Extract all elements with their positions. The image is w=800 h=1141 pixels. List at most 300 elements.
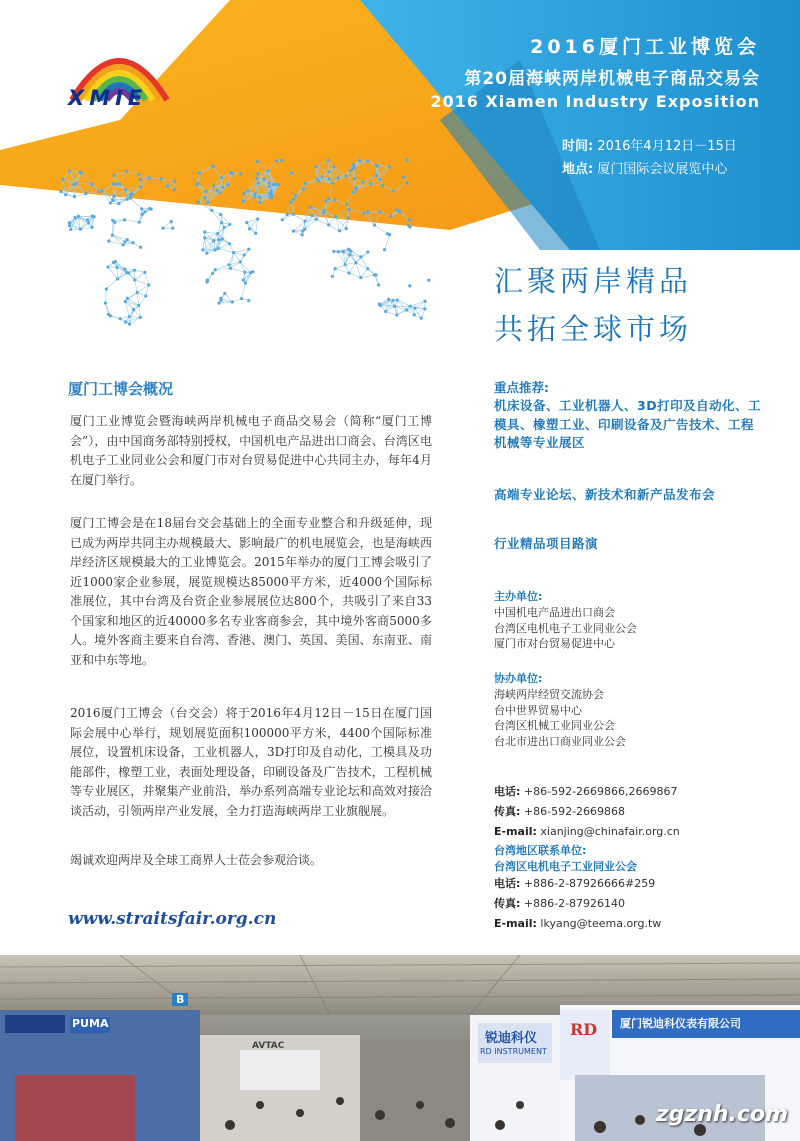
map-dot xyxy=(379,304,382,307)
map-dot xyxy=(124,300,127,303)
map-link xyxy=(229,253,234,265)
map-dot xyxy=(128,322,131,325)
map-dot xyxy=(232,251,235,254)
map-link xyxy=(149,178,161,179)
map-dot xyxy=(218,191,221,194)
map-dot xyxy=(147,283,150,286)
map-dot xyxy=(351,167,354,170)
map-dot xyxy=(280,159,283,162)
map-link xyxy=(380,167,390,179)
place-label: 地点: xyxy=(562,162,594,177)
map-dot xyxy=(86,218,89,221)
map-dot xyxy=(408,284,411,287)
map-dot xyxy=(79,228,82,231)
slogan-line-2: 共拓全球市场 xyxy=(494,312,693,346)
map-link xyxy=(203,238,205,250)
map-dot xyxy=(133,278,136,281)
map-dot xyxy=(408,305,411,308)
map-dot xyxy=(141,213,144,216)
map-link xyxy=(135,272,145,279)
map-dot xyxy=(228,242,231,245)
map-dot xyxy=(104,301,107,304)
map-dot xyxy=(84,192,87,195)
map-dot xyxy=(256,172,259,175)
map-dot xyxy=(377,283,380,286)
map-dot xyxy=(328,177,331,180)
organizer-item: 台湾区电机电子工业同业公会 xyxy=(494,621,637,635)
map-dot xyxy=(402,176,405,179)
map-dot xyxy=(292,230,295,233)
map-dot xyxy=(124,188,127,191)
map-link xyxy=(114,184,116,196)
co-organizer-item: 台湾区机械工业同业公会 xyxy=(494,719,615,732)
map-link xyxy=(106,279,117,289)
map-link xyxy=(213,166,221,177)
map-dot xyxy=(212,239,215,242)
map-dot xyxy=(139,178,142,181)
highlight-item-3: 行业精品项目路演 xyxy=(494,536,599,551)
map-dot xyxy=(112,174,115,177)
organizer-item: 中国机电产品进出口商会 xyxy=(494,606,615,619)
map-dot xyxy=(359,276,362,279)
map-link xyxy=(86,191,99,193)
map-link xyxy=(212,210,222,222)
map-link xyxy=(287,202,291,214)
taiwan-contact-title: 台湾地区联系单位: xyxy=(494,844,587,857)
contact-phone: 电话: +86-592-2669866,2669867 xyxy=(494,785,678,798)
map-dot xyxy=(132,308,135,311)
map-link xyxy=(218,249,233,253)
map-dot xyxy=(171,227,174,230)
contact-block xyxy=(494,782,680,934)
overview-paragraph-1: 厦门工业博览会暨海峡两岸机械电子商品交易会（简称“厦门工博会”），由中国商务部特别授权，中国机电产品进出口商会、台湾区电机电子工业同业公会和厦门市对台贸易促进中心共同主办，每年4月在厦门举行。 xyxy=(70,414,432,487)
map-dot xyxy=(331,275,334,278)
map-dot xyxy=(253,192,256,195)
map-dot xyxy=(195,183,198,186)
map-dot xyxy=(73,216,76,219)
map-dot xyxy=(302,187,305,190)
map-dot xyxy=(144,294,147,297)
map-dot xyxy=(248,227,251,230)
map-link xyxy=(397,310,407,315)
map-dot xyxy=(206,279,209,282)
map-link xyxy=(81,173,92,184)
map-dot xyxy=(242,199,245,202)
map-dot xyxy=(303,220,306,223)
map-dot xyxy=(107,240,110,243)
map-link xyxy=(240,262,245,272)
map-dot xyxy=(112,261,115,264)
map-dot xyxy=(201,248,204,251)
map-dot xyxy=(223,226,226,229)
map-link xyxy=(135,280,149,285)
taiwan-email: E-mail: lkyang@teema.org.tw xyxy=(494,917,662,930)
overview-paragraph-3: 2016厦门工博会（台交会）将于2016年4月12日－15日在厦门国际会展中心举行，规划展览面积100000平方米，4400个国际标准展位，设置机床设备，工业机器人，3D打印及自动化，工模具及功能部件，橡塑工业，表面处理设备，印刷设备及广告技术，工程机械等专业展区，并聚集产业前沿，举办系列高端专业论坛和高效对接洽谈活动，引领两岸产业发展，全力打造海峡两岸工业旗舰展。 xyxy=(70,706,432,818)
map-dot xyxy=(138,221,141,224)
map-link xyxy=(76,172,80,183)
map-dot xyxy=(211,272,214,275)
map-dot xyxy=(160,177,163,180)
website-link[interactable]: www.straitsfair.org.cn xyxy=(68,909,277,929)
map-dot xyxy=(268,192,271,195)
map-dot xyxy=(136,291,139,294)
map-dot xyxy=(64,193,67,196)
map-link xyxy=(127,171,139,174)
map-dot xyxy=(327,223,330,226)
map-dot xyxy=(303,228,306,231)
map-dot xyxy=(204,196,207,199)
map-dot xyxy=(59,190,62,193)
map-dot xyxy=(290,201,293,204)
watermark: zgznh.com xyxy=(655,1102,788,1127)
map-link xyxy=(336,210,349,217)
map-dot xyxy=(216,232,219,235)
map-dot xyxy=(311,214,314,217)
map-dot xyxy=(391,299,394,302)
map-dot xyxy=(253,195,256,198)
map-dot xyxy=(148,207,151,210)
map-link xyxy=(139,296,146,305)
map-link xyxy=(394,183,407,191)
map-link xyxy=(347,192,354,204)
title-chinese-subtitle: 第20届海峡两岸机械电子商品交易会 xyxy=(464,69,760,89)
map-dot xyxy=(331,182,334,185)
map-dot xyxy=(358,159,361,162)
organizers-title: 主办单位: xyxy=(494,590,543,603)
map-link xyxy=(118,273,129,279)
map-dot xyxy=(170,220,173,223)
map-dot xyxy=(137,304,140,307)
overview-paragraph-2: 厦门工博会是在18届台交会基础上的全面专业整合和升级延伸，现已成为两岸共同主办规模最大、影响最广的机电展览会，也是海峡西岸经济区规模最大的工业博览会。2015年举办的厦门工博会吸引了近1000家企业参展，展览规模达85000平方米，近4000个国际标准展位，其中台湾及台资企业参展展位达800个，共吸引了来自33个国家和地区的近40000多名专业客商参会，其中境外客商5000多人。境外客商主要来自台湾、香港、澳门、英国、美国、东南亚、南亚和中东等地。 xyxy=(70,516,432,667)
map-dot xyxy=(109,201,112,204)
map-dot xyxy=(239,260,242,263)
map-link xyxy=(139,175,149,178)
title-english: 2016 Xiamen Industry Exposition xyxy=(430,92,760,111)
map-dot xyxy=(227,263,230,266)
map-link xyxy=(247,222,256,233)
map-dot xyxy=(251,270,254,273)
map-dot xyxy=(393,305,396,308)
map-dot xyxy=(352,191,355,194)
map-dot xyxy=(231,300,234,303)
map-link xyxy=(220,185,228,193)
map-dot xyxy=(256,217,259,220)
map-dot xyxy=(143,271,146,274)
map-dot xyxy=(286,213,289,216)
map-link xyxy=(257,162,268,171)
map-dot xyxy=(212,165,215,168)
co-organizer-item: 台北市进出口商业同业公会 xyxy=(494,734,626,748)
map-dot xyxy=(366,159,369,162)
map-link xyxy=(231,268,245,272)
highlight-item-1: 机床设备、工业机器人、3D打印及自动化、工模具、橡塑工业、印刷设备及广告技术、工程机械等专业展区 xyxy=(494,398,762,450)
map-dot xyxy=(266,169,269,172)
map-dot xyxy=(68,224,71,227)
map-dot xyxy=(111,233,114,236)
map-dot xyxy=(243,253,246,256)
map-dot xyxy=(140,207,143,210)
map-dot xyxy=(139,185,142,188)
map-dot xyxy=(240,297,243,300)
map-dot xyxy=(223,292,226,295)
map-dot xyxy=(123,267,126,270)
map-dot xyxy=(112,195,115,198)
place-value: 厦门国际会议展览中心 xyxy=(597,162,728,177)
map-dot xyxy=(90,183,93,186)
map-dot xyxy=(383,248,386,251)
map-link xyxy=(129,317,140,318)
map-dot xyxy=(161,227,164,230)
map-dot xyxy=(87,221,90,224)
map-dot xyxy=(405,181,408,184)
map-dot xyxy=(388,165,391,168)
map-link xyxy=(316,167,329,172)
map-dot xyxy=(243,271,246,274)
map-dot xyxy=(386,232,389,235)
map-dot xyxy=(347,208,350,211)
map-dot xyxy=(353,177,356,180)
booth-sign-brand-en: RD INSTRUMENT xyxy=(480,1047,547,1056)
map-dot xyxy=(204,190,207,193)
map-dot xyxy=(384,310,387,313)
map-dot xyxy=(242,279,245,282)
map-dot xyxy=(69,228,72,231)
map-dot xyxy=(137,173,140,176)
map-link xyxy=(349,210,364,213)
map-dot xyxy=(378,178,381,181)
map-dot xyxy=(387,298,390,301)
map-dot xyxy=(148,176,151,179)
map-dot xyxy=(345,203,348,206)
map-dot xyxy=(347,272,350,275)
map-dot xyxy=(221,186,224,189)
map-dot xyxy=(220,221,223,224)
map-link xyxy=(386,312,397,315)
map-dot xyxy=(423,307,426,310)
map-link xyxy=(268,161,276,171)
map-link xyxy=(117,267,118,279)
map-dot xyxy=(338,229,341,232)
map-dot xyxy=(344,263,347,266)
map-dot xyxy=(113,221,116,224)
map-dot xyxy=(274,183,277,186)
map-dot xyxy=(220,176,223,179)
map-dot xyxy=(405,308,408,311)
map-dot xyxy=(352,163,355,166)
map-link xyxy=(335,265,345,269)
world-map-network xyxy=(0,150,480,370)
map-dot xyxy=(231,172,234,175)
map-dot xyxy=(427,279,430,282)
map-dot xyxy=(197,200,200,203)
map-dot xyxy=(105,287,108,290)
map-link xyxy=(291,202,293,214)
map-dot xyxy=(143,210,146,213)
map-link xyxy=(306,181,319,183)
map-link xyxy=(336,217,348,218)
map-link xyxy=(86,184,92,193)
map-dot xyxy=(366,210,369,213)
map-link xyxy=(76,183,91,184)
map-dot xyxy=(423,300,426,303)
hall-sign-b: B xyxy=(172,993,188,1006)
map-dot xyxy=(109,314,112,317)
map-dot xyxy=(304,182,307,185)
map-link xyxy=(92,184,103,191)
map-dot xyxy=(91,214,94,217)
event-place xyxy=(562,158,727,177)
exhibition-hall-photo xyxy=(0,955,800,1141)
map-dot xyxy=(258,196,261,199)
map-dot xyxy=(373,224,376,227)
map-link xyxy=(241,283,245,298)
map-dot xyxy=(315,218,318,221)
map-link xyxy=(328,160,329,171)
map-dot xyxy=(327,170,330,173)
map-link xyxy=(316,160,329,167)
map-dot xyxy=(68,170,71,173)
map-dot xyxy=(79,171,82,174)
map-dot xyxy=(268,185,271,188)
map-dot xyxy=(239,172,242,175)
map-link xyxy=(345,263,356,265)
map-link xyxy=(229,262,240,265)
map-dot xyxy=(321,175,324,178)
map-dot xyxy=(413,313,416,316)
contact-email: E-mail: xianjing@chinafair.org.cn xyxy=(494,825,680,838)
map-dot xyxy=(322,211,325,214)
map-dot xyxy=(347,216,350,219)
map-dot xyxy=(61,178,64,181)
map-link xyxy=(374,212,379,225)
map-dot xyxy=(256,177,259,180)
map-dot xyxy=(348,253,351,256)
taiwan-contact-org: 台湾区电机电子工业同业公会 xyxy=(494,860,637,873)
map-dot xyxy=(395,208,398,211)
map-dot xyxy=(347,248,350,251)
map-link xyxy=(135,280,137,293)
map-dot xyxy=(381,184,384,187)
map-link xyxy=(127,293,137,299)
map-dot xyxy=(244,282,247,285)
map-dot xyxy=(124,320,127,323)
map-dot xyxy=(203,236,206,239)
map-dot xyxy=(359,255,362,258)
highlights-title: 重点推荐: xyxy=(494,380,549,395)
logo-text: XMIE xyxy=(68,86,148,110)
map-dot xyxy=(294,194,297,197)
map-dot xyxy=(68,221,71,224)
map-dot xyxy=(413,307,416,310)
map-link xyxy=(293,214,305,221)
map-dot xyxy=(334,215,337,218)
map-link xyxy=(380,212,391,216)
map-dot xyxy=(101,189,104,192)
map-dot xyxy=(408,218,411,221)
map-dot xyxy=(123,218,126,221)
map-dot xyxy=(139,246,142,249)
map-dot xyxy=(369,182,372,185)
booth-sign-puma: PUMA xyxy=(72,1017,109,1030)
map-dot xyxy=(75,182,78,185)
map-dot xyxy=(271,183,274,186)
map-dot xyxy=(256,182,259,185)
map-dot xyxy=(212,184,215,187)
map-dot xyxy=(375,174,378,177)
map-dot xyxy=(205,252,208,255)
map-dot xyxy=(203,230,206,233)
co-organizer-item: 海峡两岸经贸交流协会 xyxy=(494,688,604,701)
map-dot xyxy=(122,243,125,246)
map-link xyxy=(137,293,139,306)
map-dot xyxy=(117,202,120,205)
map-dot xyxy=(247,248,250,251)
booth-sign-company: 厦门锐迪科仪表有限公司 xyxy=(620,1017,741,1030)
map-link xyxy=(349,273,361,277)
time-value: 2016年4月12日－15日 xyxy=(597,139,737,154)
map-dot xyxy=(392,189,395,192)
map-dot xyxy=(354,261,357,264)
map-dot xyxy=(229,267,232,270)
map-dot xyxy=(292,213,295,216)
map-link xyxy=(371,184,383,186)
map-link xyxy=(258,183,260,197)
map-link xyxy=(378,166,390,167)
map-link xyxy=(130,198,141,209)
time-label: 时间: xyxy=(562,139,594,154)
map-link xyxy=(134,270,145,272)
map-link xyxy=(374,225,387,234)
map-link xyxy=(108,267,118,279)
map-dot xyxy=(116,277,119,280)
map-dot xyxy=(254,232,257,235)
map-dot xyxy=(129,197,132,200)
map-dot xyxy=(332,250,335,253)
map-dot xyxy=(133,269,136,272)
map-link xyxy=(74,194,85,197)
map-dot xyxy=(362,211,365,214)
event-time xyxy=(562,135,737,154)
map-dot xyxy=(292,198,295,201)
map-dot xyxy=(337,176,340,179)
contact-fax: 传真: +86-592-2669868 xyxy=(494,805,626,818)
map-dot xyxy=(228,223,231,226)
title-chinese: 2016厦门工业博览会 xyxy=(530,36,760,58)
map-dot xyxy=(106,265,109,268)
map-link xyxy=(124,220,139,222)
map-dot xyxy=(277,183,280,186)
overview-title: 厦门工博会概况 xyxy=(68,380,174,398)
map-dot xyxy=(275,159,278,162)
map-dot xyxy=(115,266,118,269)
map-dot xyxy=(396,298,399,301)
map-dot xyxy=(219,213,222,216)
map-dot xyxy=(125,170,128,173)
co-organizers-list xyxy=(494,687,626,749)
map-dot xyxy=(126,238,129,241)
map-dot xyxy=(327,159,330,162)
map-dot xyxy=(247,299,250,302)
map-link xyxy=(257,162,258,174)
map-link xyxy=(400,212,410,220)
map-dot xyxy=(214,248,217,251)
map-dot xyxy=(258,201,261,204)
map-link xyxy=(385,235,390,250)
map-dot xyxy=(217,301,220,304)
map-dot xyxy=(90,226,93,229)
map-dot xyxy=(217,238,220,241)
map-dot xyxy=(395,313,398,316)
